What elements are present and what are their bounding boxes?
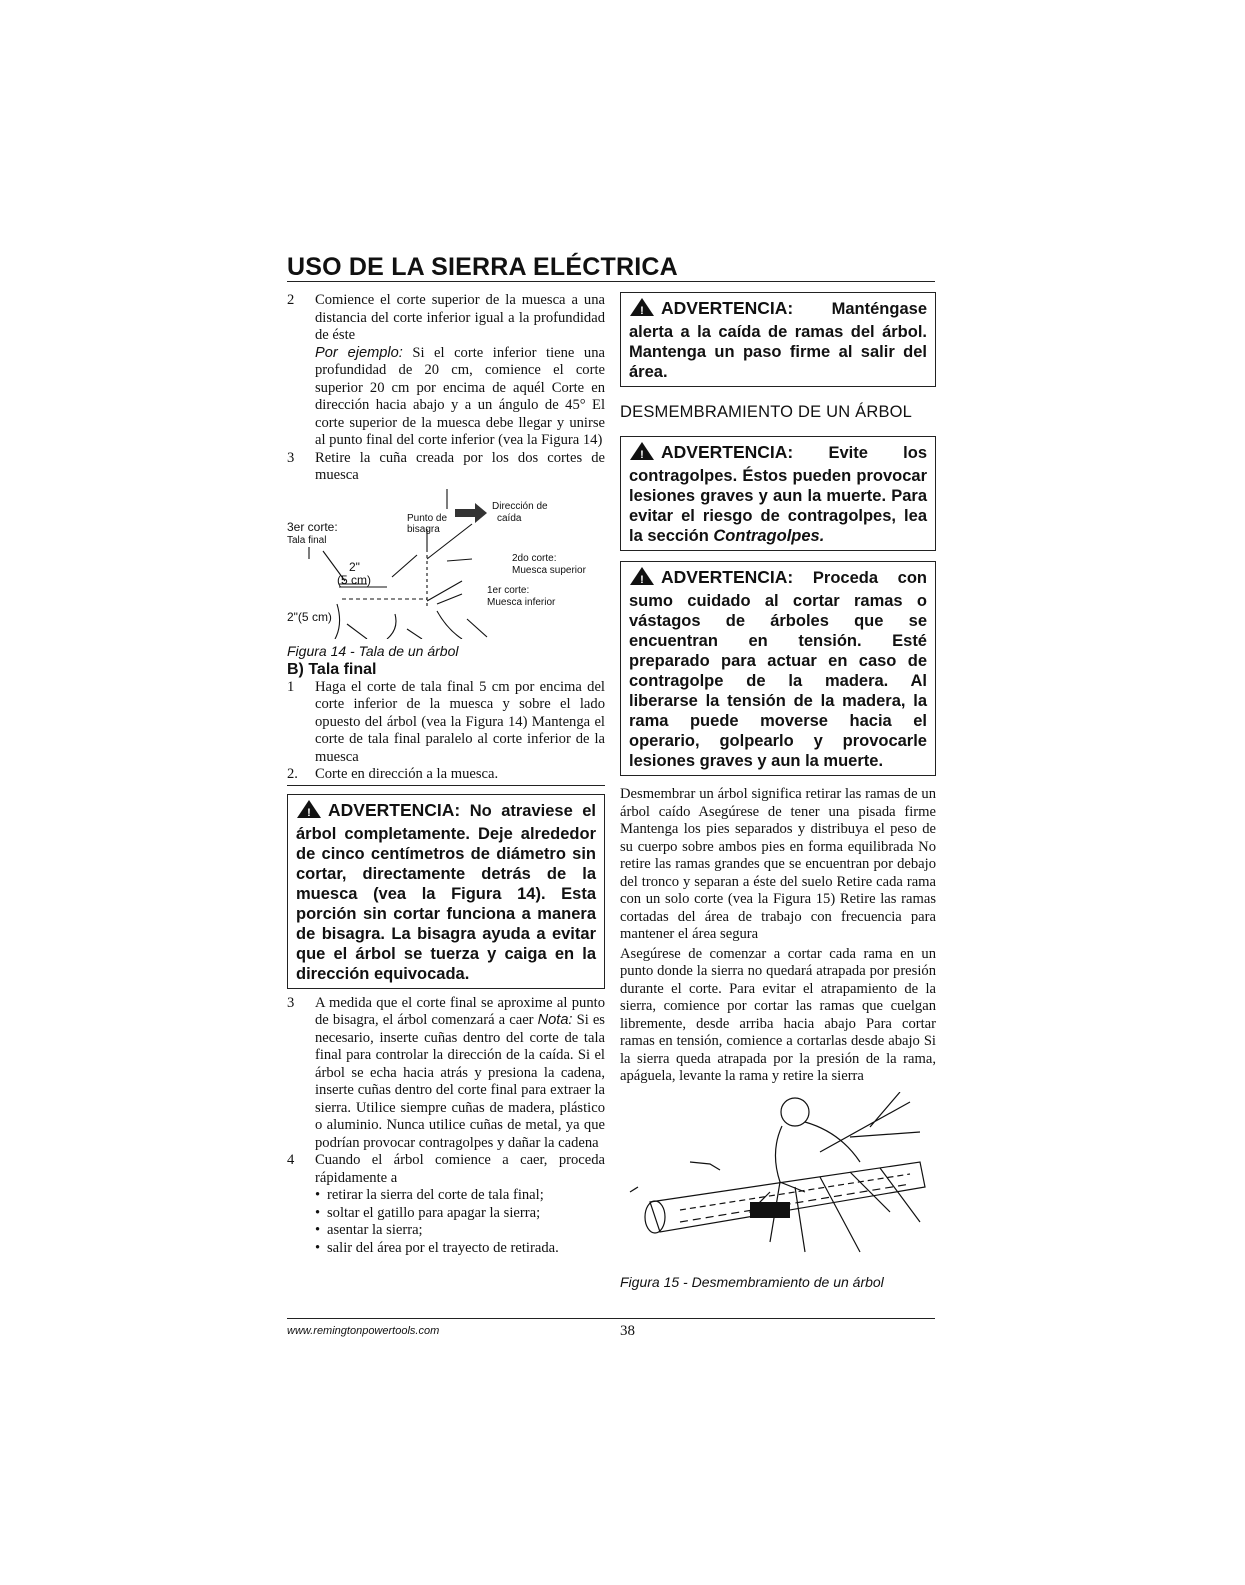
list-item: • retirar la sierra del corte de tala final; [315,1187,605,1205]
step-2 [287,292,605,450]
figure-14-caption: Figura 14 - Tala de un árbol [287,642,459,659]
example-text: Si el corte inferior tiene una profundidad de 20 cm, comience el corte superior 20 cm por encima de aquél Corte en dirección hacia abajo y a un ángulo de 45° El corte superior de la muesca debe llegar y unirse al punto final del corte inferior (vea la Figura 14) [315,344,606,448]
footer-url: www.remingtonpowertools.com [287,1325,440,1337]
step-3 [287,450,605,485]
warning-lead: ADVERTENCIA: [328,799,461,820]
figure-14-diagram [287,489,605,639]
warning-box-caida [620,292,936,387]
warning-text: Proceda con sumo cuidado al cortar ramas o vástagos de árboles que se encuentran en tensión. Esté preparado para actuar en caso de contragolpe de la madera. Al liberarse la tensión de la madera, la rama puede moverse hacia el operario, golpearlo y provocarle lesiones graves y aun la muerte. [629,569,927,770]
step-4 [287,1152,605,1187]
label-punto-de: Punto de [407,512,448,524]
warning-box-tension [620,561,936,776]
step-text: Comience el corte superior de la muesca a una distancia del corte inferior igual a la profundidad de éste [315,292,605,343]
paragraph-desmembrar: Desmembrar un árbol significa retirar las ramas de un árbol caído Asegúrese de tener una pisada firme Mantenga los pies separados y distribuya el peso de su cuerpo sobre ambos pies en forma equilibrada No retire las ramas grandes que se encuentran por debajo del tronco y separan a éste del suelo Retire cada rama con un solo corte (vea la Figura 15) Retire las ramas cortadas del área de trabajo con frecuencia para mantener el área segura [620,786,936,942]
warning-triangle-icon [629,297,655,322]
warning-text: Manténgase alerta a la caída de ramas del árbol. Mantenga un paso firme al salir del área. [629,300,927,381]
warning-triangle-icon [296,799,322,824]
right-column [620,292,936,1290]
example-label: Por ejemplo: [315,344,403,361]
label-tercer-corte: 3er corte: [287,519,338,534]
step-text: Haga el corte de tala final 5 cm por encima del corte inferior de la muesca y sobre el lado opuesto del árbol (vea la Figura 14) Mantenga el corte de tala final paralelo al corte inferior de la muesca [315,678,605,765]
label-caida: caída [497,512,522,524]
step-number: 4 [287,1152,295,1168]
step-number: 3 [287,449,295,466]
figure-15-caption: Figura 15 - Desmembramiento de un árbol [620,1273,884,1290]
label-direccion-de: Dirección de [492,500,548,512]
tala-final-heading: B) Tala final [287,660,377,678]
page-title: USO DE LA SIERRA ELÉCTRICA [287,253,678,281]
warning-triangle-icon [629,441,655,466]
page-number: 38 [620,1323,635,1339]
title-rule [287,281,935,282]
warning-italic: Contragolpes. [713,527,825,545]
tala-step-1 [287,679,605,767]
warning-triangle-icon [629,566,655,591]
step-number: 1 [287,678,295,695]
note-label: Nota: [537,1012,573,1028]
label-segundo-corte: 2do corte: [512,552,557,564]
paragraph-atrapamiento: Asegúrese de comenzar a cortar cada rama en un punto donde la sierra no quedará atrapada por presión durante el corte. Para evitar el atrapamiento de la sierra, comience por cortar las ramas que cuelgan libremente, desde arriba hacia abajo Para cortar ramas en tensión, comience a cortarlas desde abajo Si la sierra queda atrapada por la presión de la rama, apáguela, levante la rama y retire la sierra [620,945,936,1084]
label-tala-final: Tala final [287,534,327,546]
step-text-a: A medida que el corte final se aproxime al punto de bisagra, el árbol comenzará a caer [315,994,605,1028]
step-3-nota [287,995,605,1153]
step-text: Retire la cuña creada por los dos cortes de muesca [315,449,605,483]
list-item: • asentar la sierra; [315,1222,605,1240]
label-dos-cinco: 2"(5 cm) [287,609,332,624]
figure-15-illustration [620,1092,936,1272]
label-dos-pulgadas: 2" [349,559,360,574]
step-text-b: Si es necesario, inserte cuñas dentro del corte de tala final para controlar la dirección de la caída. Si el árbol se echa hacia atrás y presiona la cadena, inserte cuñas dentro del corte final para extraer la sierra. Utilice siempre cuñas de madera, plástico o aluminio. Nunca utilice cuñas de metal, ya que podrían provocar contragolpes y dañar la cadena [315,1012,605,1151]
warning-text: No atraviese el árbol completamente. Deje alrededor de cinco centímetros de diámetro sin cortar, directamente detrás de la muesca (vea la Figura 14). Esta porción sin cortar funciona a manera de bisagra. La bisagra ayuda a evitar que el árbol se tuerza y caiga en la dirección equivocada. [296,801,596,983]
list-item: • soltar el gatillo para apagar la sierra; [315,1205,605,1223]
left-column [287,292,605,1257]
svg-text:!: ! [307,806,311,819]
warning-box-contragolpes [620,436,936,551]
svg-text:!: ! [640,449,644,461]
step-number: 3 [287,994,295,1011]
label-muesca-superior: Muesca superior [512,564,586,576]
svg-text:!: ! [640,574,644,586]
step-number: 2. [287,766,298,782]
step-text: Corte en dirección a la muesca. [315,766,499,782]
label-muesca-inferior: Muesca inferior [487,596,556,608]
step-number: 2 [287,292,295,308]
tala-step-2 [287,766,605,786]
label-primer-corte: 1er corte: [487,584,530,596]
section-heading: DESMEMBRAMIENTO DE UN ÁRBOL [620,403,913,421]
warning-lead: ADVERTENCIA: [661,298,794,318]
step-text: Cuando el árbol comience a caer, proceda rápidamente a [315,1152,605,1186]
warning-lead: ADVERTENCIA: [661,567,794,587]
warning-box-bisagra [287,794,605,989]
footer-rule [287,1318,935,1319]
list-item: • salir del área por el trayecto de retirada. [315,1240,605,1258]
svg-text:!: ! [640,305,644,317]
warning-lead: ADVERTENCIA: [661,442,794,462]
label-bisagra: bisagra [407,523,440,535]
retreat-bullets [287,1187,605,1257]
label-cinco-cm: (5 cm) [337,572,371,587]
warning-text: Evite los contragolpes. Éstos pueden provocar lesiones graves y aun la muerte. Para evitar el riesgo de contragolpes, lea la sección [629,444,927,545]
